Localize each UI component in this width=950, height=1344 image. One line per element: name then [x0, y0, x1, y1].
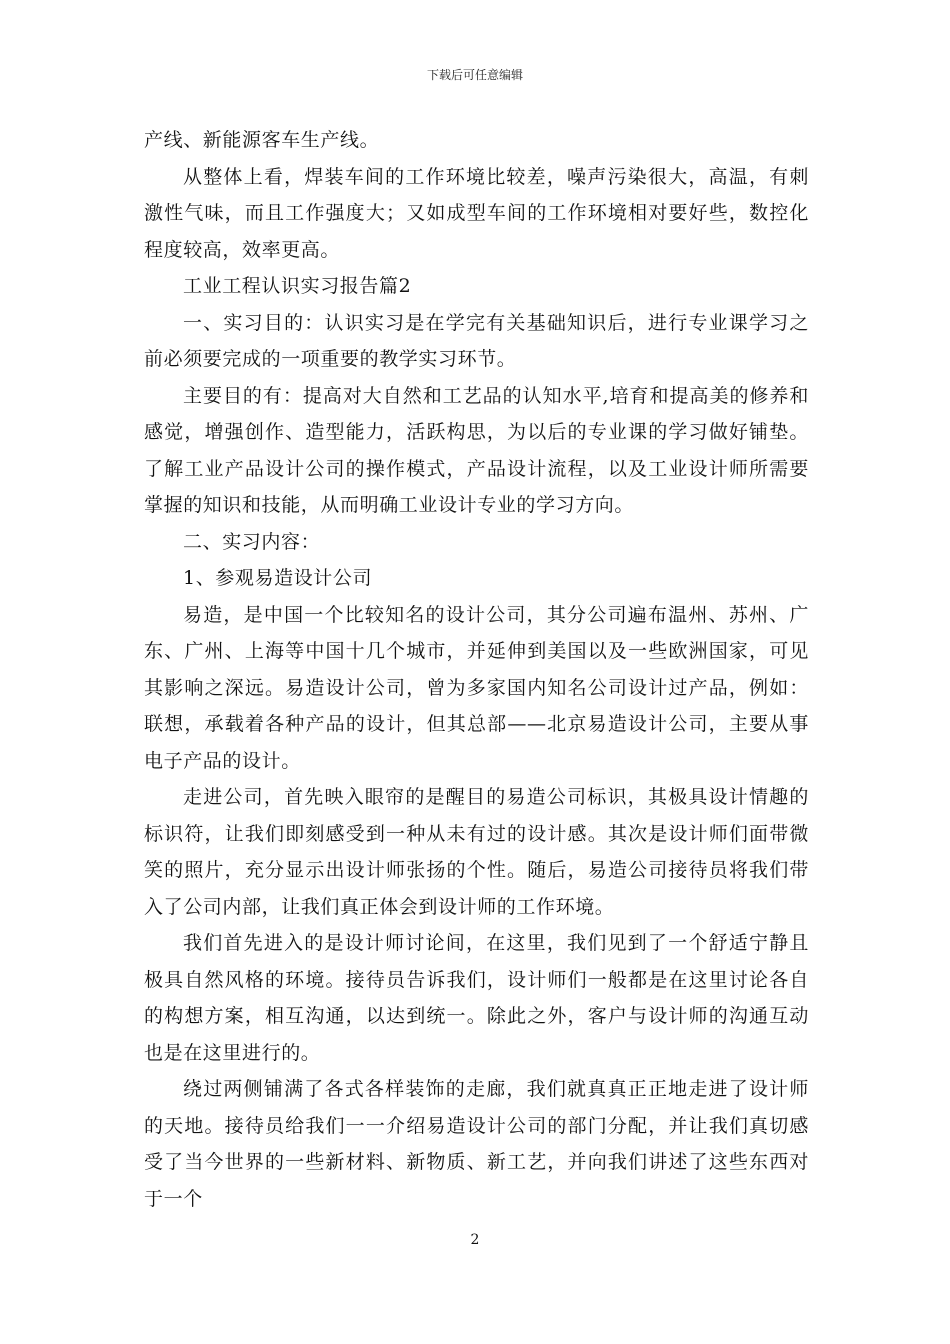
- page-number: 2: [470, 1232, 480, 1248]
- paragraph-corridor: 绕过两侧铺满了各式各样装饰的走廊，我们就真真正正地走进了设计师的天地。接待员给我们一一介绍易造设计公司的部门分配，并让我们真切感受了当今世界的一些新材料、新物质、新工艺，并向我们讲述了这些东西对于一个: [144, 1078, 809, 1210]
- section-title: 工业工程认识实习报告篇2: [183, 275, 412, 297]
- heading-visit: 1、参观易造设计公司: [183, 567, 373, 589]
- paragraph-discussion-room: 我们首先进入的是设计师讨论间，在这里，我们见到了一个舒适宁静且极具自然风格的环境。接待员告诉我们，设计师们一般都是在这里讨论各自的构想方案，相互沟通，以达到统一。除此之外，客户与设计师的沟通互动也是在这里进行的。: [144, 932, 809, 1064]
- paragraph-entrance: 走进公司，首先映入眼帘的是醒目的易造公司标识，其极具设计情趣的标识符，让我们即刻感受到一种从未有过的设计感。其次是设计师们面带微笑的照片，充分显示出设计师张扬的个性。随后，易造公司接待员将我们带入了公司内部，让我们真正体会到设计师的工作环境。: [144, 786, 809, 918]
- paragraph-main-goals: 主要目的有：提高对大自然和工艺品的认知水平,培育和提高美的修养和感觉，增强创作、造型能力，活跃构思，为以后的专业课的学习做好铺垫。了解工业产品设计公司的操作模式，产品设计流程，以及工业设计师所需要掌握的知识和技能，从而明确工业设计专业的学习方向。: [144, 384, 809, 516]
- paragraph-1: 产线、新能源客车生产线。: [144, 129, 380, 151]
- paragraph-purpose: 一、实习目的：认识实习是在学完有关基础知识后，进行专业课学习之前必须要完成的一项重要的教学实习环节。: [144, 311, 809, 370]
- heading-content: 二、实习内容：: [183, 530, 321, 553]
- page-header: 下载后可任意编辑: [426, 68, 523, 82]
- document-body: [144, 122, 809, 1217]
- paragraph-2: 从整体上看，焊装车间的工作环境比较差，噪声污染很大，高温，有刺激性气味，而且工作强度大；又如成型车间的工作环境相对要好些，数控化程度较高，效率更高。: [144, 165, 809, 261]
- paragraph-company-intro: 易造，是中国一个比较知名的设计公司，其分公司遍布温州、苏州、广东、广州、上海等中国十几个城市，并延伸到美国以及一些欧洲国家，可见其影响之深远。易造设计公司，曾为多家国内知名公司设计过产品，例如：联想，承载着各种产品的设计，但其总部——北京易造设计公司，主要从事电子产品的设计。: [144, 603, 809, 772]
